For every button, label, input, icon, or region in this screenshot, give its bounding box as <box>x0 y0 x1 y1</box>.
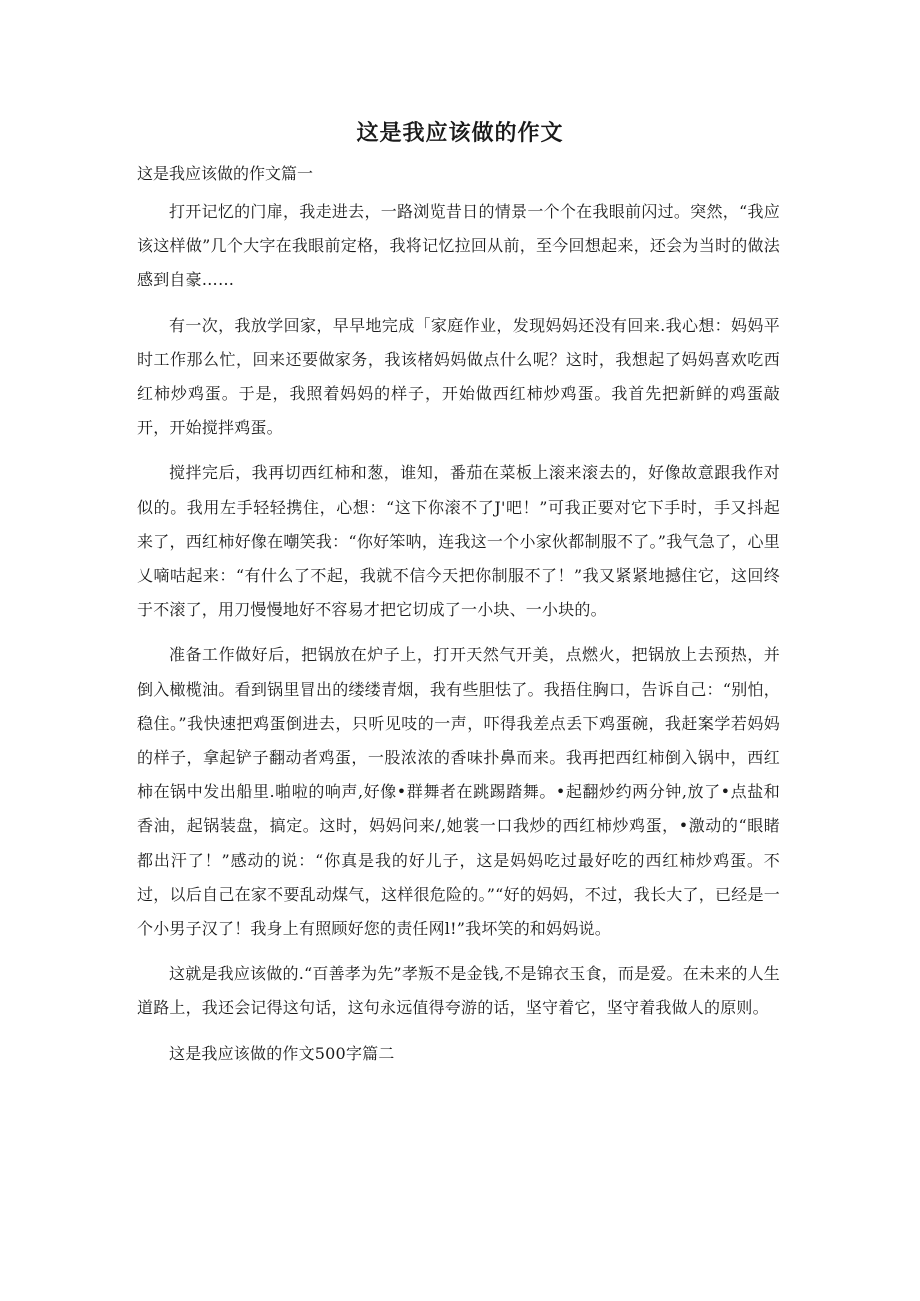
paragraph: 搅拌完后，我再切西红柿和葱，谁知，番茄在菜板上滚来滚去的，好像故意跟我作对似的。我用左手轻轻携住，心想：“这下你滚不了J'吧！”可我正要对它下手时，手又抖起来了，西红柿好像在嘲笑我：“你好笨呐，连我这一个小家伙都制服不了。”我气急了，心里乂嘀咕起来：“有什么了不起，我就不信今天把你制服不了！”我又紧紧地撼住它，这回终于不滚了，用刀慢慢地好不容易才把它切成了一小块、一小块的。 <box>137 463 780 620</box>
document-title: 这是我应该做的作文 <box>356 121 564 146</box>
paragraph: 这就是我应该做的.“百善孝为先”孝叛不是金钱,不是锦衣玉食，而是爱。在未来的人生道路上，我还会记得这句话，这句永远值得夸游的话，坚守着它，坚守着我做人的原则。 <box>137 964 780 1018</box>
section-heading-2: 这是我应该做的作文500字篇二 <box>169 1043 395 1063</box>
paragraph: 准备工作做好后，把锅放在炉子上，打开天然气开美，点燃火，把锅放上去预热，并倒入橄榄油。看到锅里冒出的缕缕青烟，我有些胆怯了。我捂住胸口，告诉自己：“别怕，稳住。”我快速把鸡蛋倒进去，只听见吱的一声，吓得我差点丢下鸡蛋碗，我赶案学若妈妈的样子，拿起铲子翻动者鸡蛋，一股浓浓的香味扑鼻而来。我再把西红柿倒入锅中，西红柿在锅中发出船里.啪啦的响声,好像•群舞者在跳踢踏舞。•起翻炒约两分钟,放了•点盐和香油，起锅装盘，搞定。这时，妈妈问来/,她裳一口我炒的西红柿炒鸡蛋，•激动的“眼睹都出汗了！”感动的说：“你真是我的好儿子，这是妈妈吃过最好吃的西红柿炒鸡蛋。不过，以后自己在家不要乱动煤气，这样很危险的。”“好的妈妈，不过，我长大了，已经是一个小男子汉了！我身上有照顾好您的责任网l!”我坏笑的和妈妈说。 <box>137 645 780 939</box>
document-body <box>137 195 780 1082</box>
paragraph: 打开记忆的门扉，我走进去，一路浏览昔日的情景一个个在我眼前闪过。突然，“我应该这样做”几个大字在我眼前定格，我将记忆拉回从前，至今回想起来，还会为当时的做法感到自豪…… <box>137 202 780 290</box>
paragraph: 有一次，我放学回家，早早地完成「家庭作业，发现妈妈还没有回来.我心想：妈妈平时工作那么忙，回来还要做家务，我该楮妈妈做点什么呢？这时，我想起了妈妈喜欢吃西红柿炒鸡蛋。于是，我照着妈妈的样子，开始做西红柿炒鸡蛋。我首先把新鲜的鸡蛋敲开，开始搅拌鸡蛋。 <box>137 315 780 438</box>
section-heading-1: 这是我应该做的作文篇一 <box>137 164 314 183</box>
